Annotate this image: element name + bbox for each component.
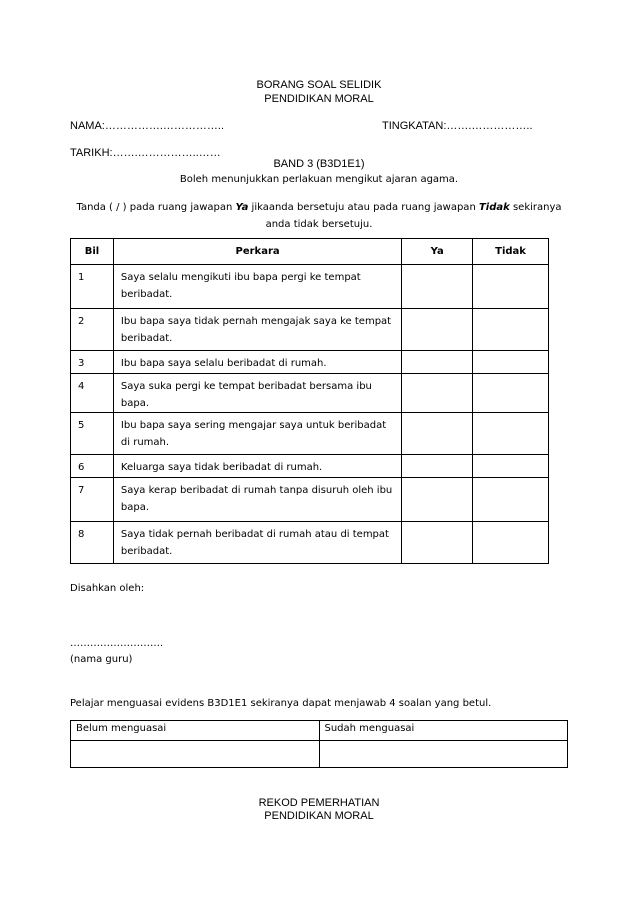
row-perkara: Ibu bapa saya selalu beribadat di rumah. [113,351,401,374]
tingkatan-field: TINGKATAN:…….…………….. [382,120,533,132]
table-row [71,413,549,455]
band-description: Boleh menunjukkan perlakuan mengikut ajaran agama. [179,174,459,185]
ya-answer-cell[interactable] [402,265,473,309]
ya-answer-cell[interactable] [402,522,473,564]
nama-field: NAMA:…………….…………….. [70,120,225,132]
band-heading: BAND 3 (B3D1E1) [273,158,365,170]
col-header-perkara: Perkara [113,239,401,265]
row-perkara: Ibu bapa saya tidak pernah mengajak saya ke tempat beribadat. [113,309,401,351]
row-bil: 7 [71,478,114,522]
instruction-tidak: Tidak [478,202,510,213]
ya-answer-cell[interactable] [402,351,473,374]
table-row [71,265,549,309]
instruction-text: sekiranya [509,202,562,213]
row-perkara: Keluarga saya tidak beribadat di rumah. [113,455,401,478]
ya-answer-cell[interactable] [402,455,473,478]
table-row [71,374,549,413]
table-header-row [71,239,549,265]
tidak-answer-cell[interactable] [473,351,549,374]
ya-answer-cell[interactable] [402,309,473,351]
row-bil: 1 [71,265,114,309]
rekod-title: REKOD PEMERHATIAN [258,797,380,809]
tidak-answer-cell[interactable] [473,478,549,522]
questionnaire-table [70,238,549,564]
row-perkara: Saya kerap beribadat di rumah tanpa disuruh oleh ibu bapa. [113,478,401,522]
col-header-bil: Bil [71,239,114,265]
evidens-statement: Pelajar menguasai evidens B3D1E1 sekiranya dapat menjawab 4 soalan yang betul. [70,698,492,709]
ya-answer-cell[interactable] [402,478,473,522]
col-header-tidak: Tidak [473,239,549,265]
mastery-answer-row [71,741,568,768]
form-subject: PENDIDIKAN MORAL [264,93,374,105]
tidak-answer-cell[interactable] [473,522,549,564]
ya-answer-cell[interactable] [402,374,473,413]
disahkan-label: Disahkan oleh: [70,583,145,594]
sudah-menguasai-header: Sudah menguasai [319,721,568,741]
sudah-menguasai-cell[interactable] [319,741,568,768]
table-row [71,351,549,374]
tidak-answer-cell[interactable] [473,455,549,478]
instruction-text: jikaanda bersetuju atau pada ruang jawapan [248,202,479,213]
instruction-text: Tanda ( / ) pada ruang jawapan [76,202,236,213]
tidak-answer-cell[interactable] [473,309,549,351]
signature-line: ………………………. [70,638,164,649]
row-bil: 4 [71,374,114,413]
belum-menguasai-cell[interactable] [71,741,320,768]
row-perkara: Saya tidak pernah beribadat di rumah atau di tempat beribadat. [113,522,401,564]
table-row [71,455,549,478]
table-row [71,309,549,351]
row-bil: 6 [71,455,114,478]
table-row [71,522,549,564]
belum-menguasai-header: Belum menguasai [71,721,320,741]
rekod-subject: PENDIDIKAN MORAL [264,810,374,822]
row-perkara: Saya selalu mengikuti ibu bapa pergi ke tempat beribadat. [113,265,401,309]
row-perkara: Saya suka pergi ke tempat beribadat bersama ibu bapa. [113,374,401,413]
instruction-line2: anda tidak bersetuju. [265,219,373,230]
instruction-ya: Ya [235,202,249,213]
row-bil: 8 [71,522,114,564]
row-bil: 2 [71,309,114,351]
form-title: BORANG SOAL SELIDIK [256,79,382,91]
tidak-answer-cell[interactable] [473,265,549,309]
row-perkara: Ibu bapa saya sering mengajar saya untuk beribadat di rumah. [113,413,401,455]
row-bil: 3 [71,351,114,374]
row-bil: 5 [71,413,114,455]
ya-answer-cell[interactable] [402,413,473,455]
tidak-answer-cell[interactable] [473,413,549,455]
tidak-answer-cell[interactable] [473,374,549,413]
mastery-table [70,720,568,768]
col-header-ya: Ya [402,239,473,265]
table-row [71,478,549,522]
mastery-header-row [71,721,568,741]
nama-guru-label: (nama guru) [70,654,133,665]
instruction-line1 [0,202,638,213]
tarikh-field: TARIKH:…….……………..…… [70,147,221,159]
